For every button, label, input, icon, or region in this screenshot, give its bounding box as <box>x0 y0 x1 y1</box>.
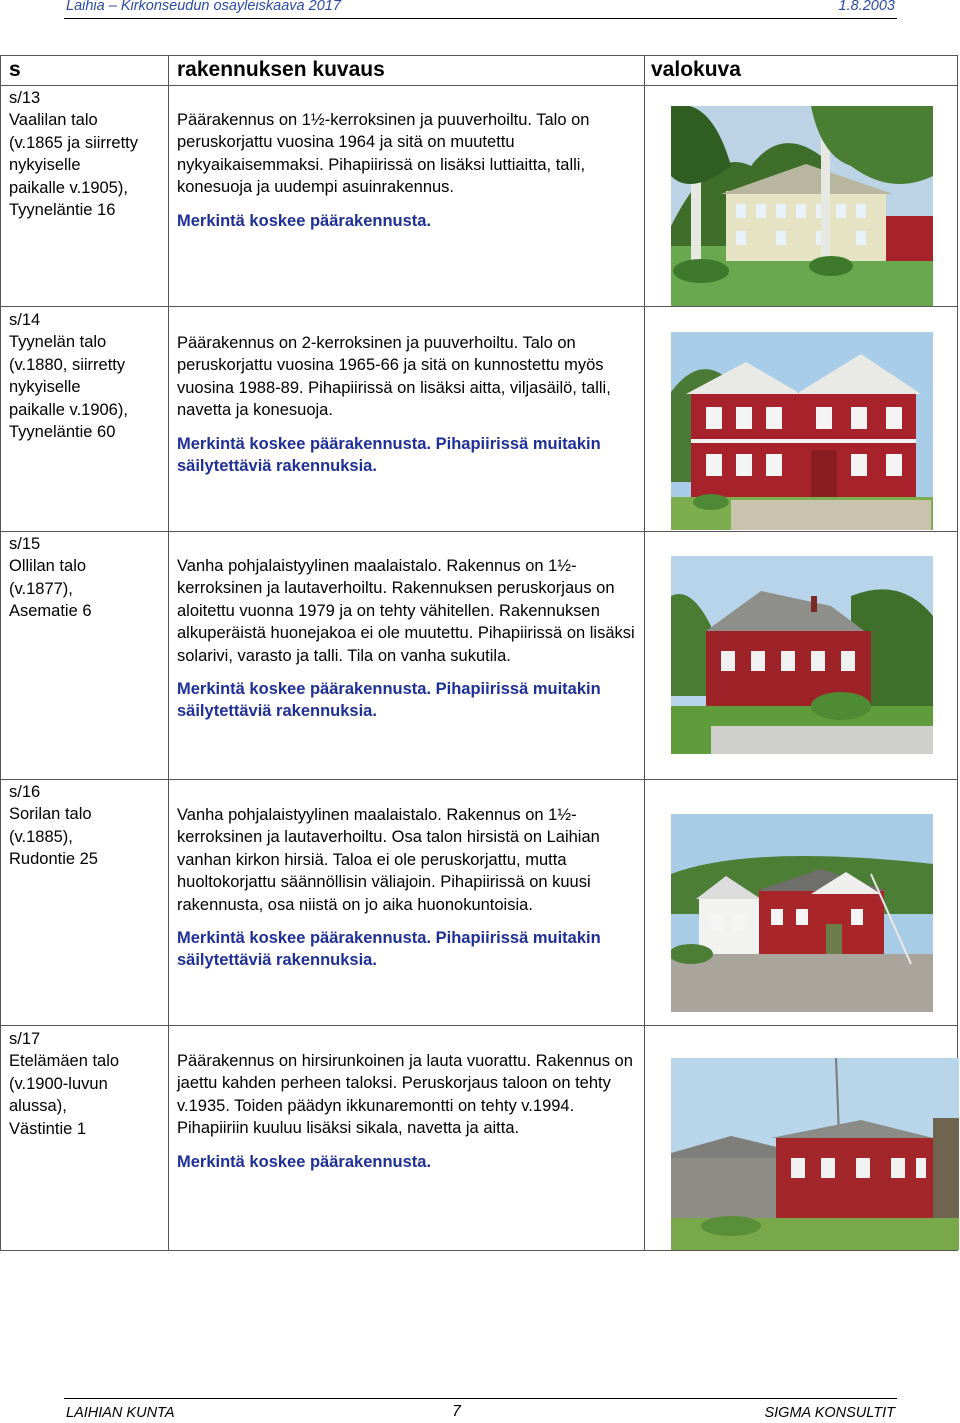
building-description: Päärakennus on hirsirunkoinen ja lauta vuorattu. Rakennus on jaettu kahden perheen taloksi. Peruskorjaus taloon on tehty v.1935. Toiden päädyn ikkunaremontti on tehty v.1994. Pihapiiriin kuuluu lisäksi sikala, navetta ja aitta. <box>177 1052 633 1138</box>
building-name-line: Vaalilan talo <box>9 111 98 130</box>
row-divider <box>1 779 957 780</box>
protection-note: Merkintä koskee päärakennusta. Pihapiirissä muitakin säilytettäviä rakennuksia. <box>177 434 601 476</box>
document-date: 1.8.2003 <box>838 0 895 14</box>
header-row-divider <box>1 85 957 86</box>
page-footer <box>64 1398 897 1421</box>
table-row-description-cell <box>177 555 647 723</box>
table-row-id-cell <box>9 87 167 221</box>
building-name-line: paikalle v.1905), <box>9 178 128 197</box>
row-id: s/13 <box>9 89 41 107</box>
building-photo <box>671 1058 959 1250</box>
building-description: Päärakennus on 1½-kerroksinen ja puuverhoiltu. Talo on peruskorjattu vuosina 1964 ja sitä on muutettu nykyaikaisemmaksi. Pihapiirissä on lisäksi luttiaitta, talli, konesuoja ja uudempi asuinrakennus. <box>177 111 590 197</box>
building-photo <box>671 814 933 1012</box>
building-description: Päärakennus on 2-kerroksinen ja puuverhoiltu. Talo on peruskorjattu vuosina 1965-66 ja sitä on kunnostettu myös vuosina 1988-89. Pihapiirissä on lisäksi aitta, viljasäilö, talli, navetta ja konesuoja. <box>177 334 611 420</box>
building-name-line: Rudontie 25 <box>9 850 98 869</box>
column-divider <box>168 56 169 1250</box>
building-name-line: (v.1900-luvun <box>9 1074 108 1093</box>
building-name-line: alussa), <box>9 1097 67 1116</box>
row-id: s/14 <box>9 311 41 329</box>
building-photo <box>671 332 933 530</box>
building-name-line: Tyyneläntie 60 <box>9 423 116 442</box>
row-divider <box>1 306 957 307</box>
table-row-id-cell <box>9 533 167 623</box>
table-row-id-cell <box>9 309 167 443</box>
column-header-description: rakennuksen kuvaus <box>177 58 385 81</box>
building-description: Vanha pohjalaistyylinen maalaistalo. Rakennus on 1½-kerroksinen ja lautaverhoiltu. Osa talon hirsistä on Laihian vanhan kirkon hirsiä. Taloa ei ole peruskorjattu, mutta huoltokorjattu säännöllisin väliajoin. Pihapiirissä on kuusi rakennusta, osa niistä on jo aika huonokuntoisia. <box>177 806 600 914</box>
building-name-line: Sorilan talo <box>9 805 92 824</box>
table-row-description-cell <box>177 332 647 477</box>
row-divider <box>1 1025 957 1026</box>
protection-note: Merkintä koskee päärakennusta. Pihapiirissä muitakin säilytettäviä rakennuksia. <box>177 680 601 721</box>
building-name-line: Västintie 1 <box>9 1119 87 1138</box>
building-name-line: (v.1877), <box>9 579 73 598</box>
page-number: 7 <box>452 1403 461 1420</box>
row-divider <box>1 531 957 532</box>
building-name-line: Tyyneläntie 16 <box>9 201 116 220</box>
row-id: s/15 <box>9 535 41 553</box>
table-row-description-cell <box>177 804 647 972</box>
footer-organization: LAIHIAN KUNTA <box>66 1405 175 1421</box>
building-name-line: Ollilan talo <box>9 557 87 576</box>
building-photo <box>671 106 933 306</box>
building-name-line: paikalle v.1906), <box>9 400 128 419</box>
table-row-description-cell <box>177 1050 647 1173</box>
building-photo <box>671 556 933 754</box>
protection-note: Merkintä koskee päärakennusta. <box>177 211 432 230</box>
row-id: s/16 <box>9 783 41 801</box>
document-title: Laihia – Kirkonseudun osayleiskaava 2017 <box>66 0 341 14</box>
protection-note: Merkintä koskee päärakennusta. Pihapiirissä muitakin säilytettäviä rakennuksia. <box>177 929 601 970</box>
building-name-line: (v.1885), <box>9 827 73 846</box>
building-name-line: nykyiselle <box>9 378 81 397</box>
building-name-line: nykyiselle <box>9 156 81 175</box>
footer-consultant: SIGMA KONSULTIT <box>764 1405 895 1421</box>
protection-note: Merkintä koskee päärakennusta. <box>177 1152 432 1171</box>
table-row-id-cell <box>9 781 167 871</box>
building-description: Vanha pohjalaistyylinen maalaistalo. Rakennus on 1½-kerroksinen ja lautaverhoiltu. Rakennuksen peruskorjaus on aloitettu vuonna 1979 ja on tehty vähitellen. Rakennuksen alkuperäistä huonejakoa ei ole muutettu. Pihapiirissä on lisäksi solarivi, varasto ja talli. Tila on vanha sukutila. <box>177 557 635 665</box>
building-name-line: (v.1865 ja siirretty <box>9 133 138 152</box>
page-header <box>64 0 897 19</box>
column-header-id: s <box>9 58 21 81</box>
building-name-line: Asematie 6 <box>9 602 92 621</box>
table-row-id-cell <box>9 1028 167 1140</box>
buildings-table <box>0 55 958 1251</box>
building-name-line: Etelämäen talo <box>9 1052 120 1071</box>
building-name-line: Tyynelän talo <box>9 333 107 352</box>
table-row-description-cell <box>177 109 647 232</box>
column-header-photo: valokuva <box>651 58 741 81</box>
row-id: s/17 <box>9 1030 41 1048</box>
building-name-line: (v.1880, siirretty <box>9 355 126 374</box>
